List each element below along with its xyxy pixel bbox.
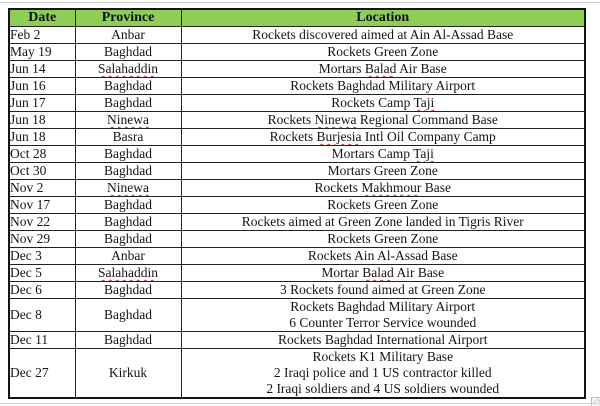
province-cell: Salahaddin bbox=[75, 61, 181, 78]
province-cell: Baghdad bbox=[75, 163, 181, 180]
date-cell: Nov 2 bbox=[9, 180, 75, 197]
date-cell: Dec 6 bbox=[9, 282, 75, 299]
province-cell: Baghdad bbox=[75, 44, 181, 61]
location-cell: Rockets Baghdad Military Airport bbox=[181, 78, 585, 95]
table-row bbox=[9, 78, 585, 95]
table-row bbox=[9, 214, 585, 231]
table-row bbox=[9, 163, 585, 180]
table-body bbox=[9, 27, 585, 399]
province-cell: Baghdad bbox=[75, 78, 181, 95]
province-cell: Ninewa bbox=[75, 180, 181, 197]
table-row bbox=[9, 248, 585, 265]
bottom-rule bbox=[0, 403, 600, 404]
province-cell: Baghdad bbox=[75, 214, 181, 231]
location-cell: Rockets Baghdad Military Airport 6 Counter Terror Service wounded bbox=[181, 299, 585, 332]
header-row bbox=[9, 9, 585, 27]
table-row bbox=[9, 299, 585, 332]
date-cell: Jun 18 bbox=[9, 112, 75, 129]
location-cell: Rockets Baghdad International Airport bbox=[181, 332, 585, 349]
location-cell: Rockets Green Zone bbox=[181, 231, 585, 248]
province-cell: Baghdad bbox=[75, 332, 181, 349]
date-cell: Jun 16 bbox=[9, 78, 75, 95]
column-header-date: Date bbox=[9, 9, 75, 27]
location-cell: Mortars Camp Taji bbox=[181, 146, 585, 163]
location-cell: Rockets Makhmour Base bbox=[181, 180, 585, 197]
location-cell: Mortar Balad Air Base bbox=[181, 265, 585, 282]
province-cell: Baghdad bbox=[75, 95, 181, 112]
location-cell: Rockets K1 Military Base 2 Iraqi police and 1 US contractor killed 2 Iraqi soldiers and 4 US soldiers wounded bbox=[181, 349, 585, 399]
date-cell: Dec 27 bbox=[9, 349, 75, 399]
location-cell: 3 Rockets found aimed at Green Zone bbox=[181, 282, 585, 299]
table-row bbox=[9, 282, 585, 299]
date-cell: Nov 17 bbox=[9, 197, 75, 214]
province-cell: Kirkuk bbox=[75, 349, 181, 399]
table-row bbox=[9, 146, 585, 163]
date-cell: Dec 11 bbox=[9, 332, 75, 349]
table-header bbox=[9, 9, 585, 27]
date-cell: Oct 30 bbox=[9, 163, 75, 180]
province-cell: Salahaddin bbox=[75, 265, 181, 282]
location-cell: Rockets Ninewa Regional Command Base bbox=[181, 112, 585, 129]
table-resize-handle[interactable] bbox=[591, 397, 600, 406]
date-cell: May 19 bbox=[9, 44, 75, 61]
location-cell: Rockets discovered aimed at Ain Al-Assad Base bbox=[181, 27, 585, 44]
table-row bbox=[9, 27, 585, 44]
location-cell: Mortars Green Zone bbox=[181, 163, 585, 180]
date-cell: Dec 5 bbox=[9, 265, 75, 282]
date-cell: Feb 2 bbox=[9, 27, 75, 44]
date-cell: Jun 18 bbox=[9, 129, 75, 146]
date-cell: Jun 17 bbox=[9, 95, 75, 112]
province-cell: Basra bbox=[75, 129, 181, 146]
location-cell: Rockets Camp Taji bbox=[181, 95, 585, 112]
province-cell: Baghdad bbox=[75, 282, 181, 299]
province-cell: Baghdad bbox=[75, 146, 181, 163]
table-row bbox=[9, 95, 585, 112]
province-cell: Anbar bbox=[75, 248, 181, 265]
location-cell: Rockets Ain Al-Assad Base bbox=[181, 248, 585, 265]
province-cell: Anbar bbox=[75, 27, 181, 44]
location-cell: Rockets Green Zone bbox=[181, 44, 585, 61]
table-row bbox=[9, 44, 585, 61]
province-cell: Ninewa bbox=[75, 112, 181, 129]
table-row bbox=[9, 265, 585, 282]
table-row bbox=[9, 129, 585, 146]
date-cell: Oct 28 bbox=[9, 146, 75, 163]
top-rule bbox=[0, 2, 600, 3]
date-cell: Dec 8 bbox=[9, 299, 75, 332]
column-header-location: Location bbox=[181, 9, 585, 27]
table-row bbox=[9, 231, 585, 248]
column-header-province: Province bbox=[75, 9, 181, 27]
table-row bbox=[9, 197, 585, 214]
province-cell: Baghdad bbox=[75, 299, 181, 332]
table-row bbox=[9, 61, 585, 78]
table-row bbox=[9, 112, 585, 129]
province-cell: Baghdad bbox=[75, 231, 181, 248]
table-row bbox=[9, 332, 585, 349]
table-row bbox=[9, 180, 585, 197]
location-cell: Rockets Burjesia Intl Oil Company Camp bbox=[181, 129, 585, 146]
date-cell: Nov 29 bbox=[9, 231, 75, 248]
location-cell: Rockets aimed at Green Zone landed in Tigris River bbox=[181, 214, 585, 231]
province-cell: Baghdad bbox=[75, 197, 181, 214]
date-cell: Dec 3 bbox=[9, 248, 75, 265]
date-cell: Jun 14 bbox=[9, 61, 75, 78]
date-cell: Nov 22 bbox=[9, 214, 75, 231]
location-cell: Rockets Green Zone bbox=[181, 197, 585, 214]
incidents-table bbox=[8, 8, 586, 399]
table-row bbox=[9, 349, 585, 399]
location-cell: Mortars Balad Air Base bbox=[181, 61, 585, 78]
